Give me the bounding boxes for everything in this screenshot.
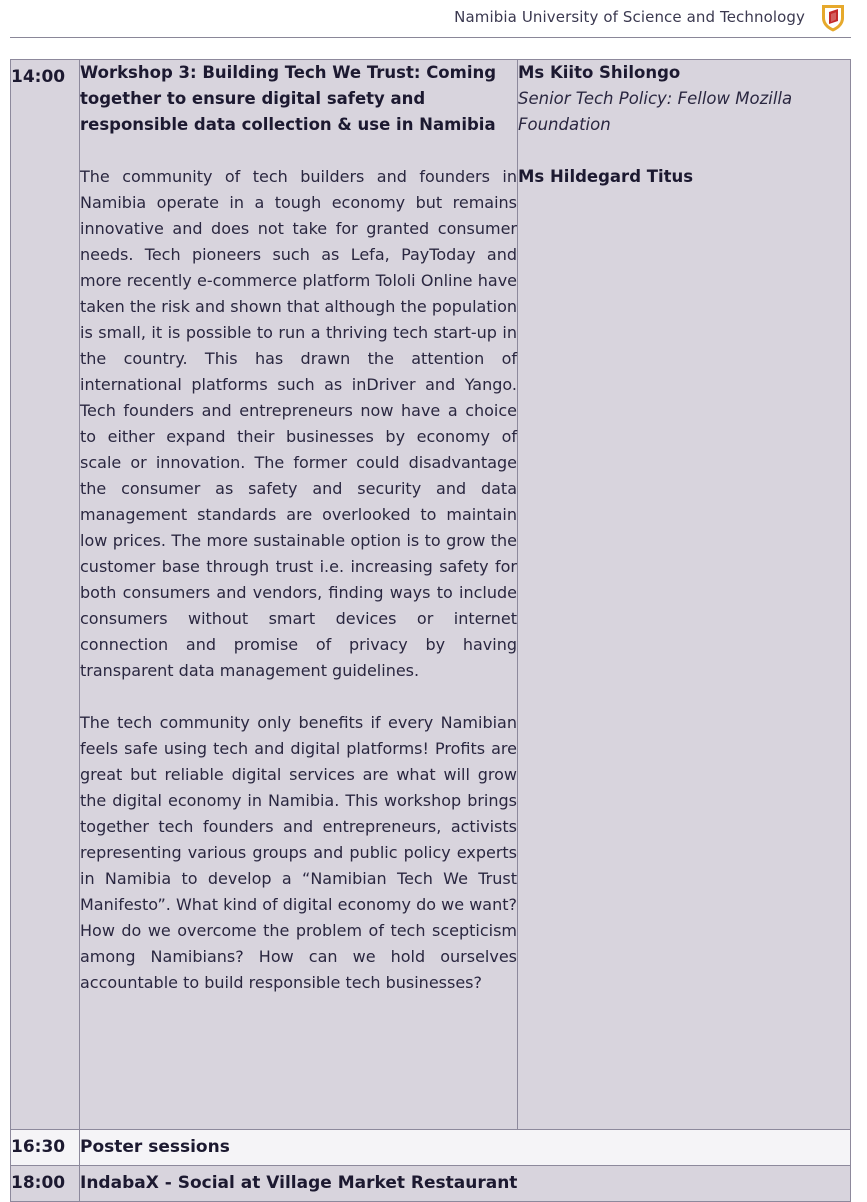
header-divider — [10, 37, 851, 38]
session-time: 14:00 — [11, 60, 80, 1130]
speaker — [518, 60, 850, 138]
session-description — [80, 60, 518, 1130]
table-row — [11, 1130, 851, 1166]
session-title: IndabaX - Social at Village Market Restaurant — [80, 1166, 851, 1202]
table-row — [11, 1166, 851, 1202]
session-title: Poster sessions — [80, 1130, 851, 1166]
description-paragraph: The community of tech builders and founders in Namibia operate in a tough economy but remains innovative and does not take for granted consumer needs. Tech pioneers such as Lefa, PayToday and more recently e-commerce platform Tololi Online have taken the risk and shown that although the population is small, it is possible to run a thriving tech start-up in the country. This has drawn the attention of international platforms such as inDriver and Yango. Tech founders and entrepreneurs now have a choice to either expand their businesses by economy of scale or innovation. The former could disadvantage the consumer as safety and security and data management standards are overlooked to maintain low prices. The more sustainable option is to grow the customer base through trust i.e. increasing safety for both consumers and vendors, finding ways to include consumers without smart devices or internet connection and promise of privacy by having transparent data management guidelines. — [80, 167, 517, 680]
table-row — [11, 60, 851, 1130]
speaker-name: Ms Hildegard Titus — [518, 167, 694, 186]
speaker — [518, 164, 850, 190]
speaker-role: Senior Tech Policy: Fellow Mozilla Foundation — [518, 89, 793, 134]
session-time: 16:30 — [11, 1130, 80, 1166]
nust-shield-logo-icon — [819, 3, 847, 33]
session-time: 18:00 — [11, 1166, 80, 1202]
speakers-cell — [518, 60, 851, 1130]
session-title: Workshop 3: Building Tech We Trust: Coming together to ensure digital safety and responsible data collection & use in Namibia — [80, 63, 497, 134]
speaker-name: Ms Kiito Shilongo — [518, 63, 681, 82]
description-paragraph: The tech community only benefits if every Namibian feels safe using tech and digital platforms! Profits are great but reliable digital services are what will grow the digital economy in Namibia. This workshop brings together tech founders and entrepreneurs, activists representing various groups and public policy experts in Namibia to develop a “Namibian Tech We Trust Manifesto”. What kind of digital economy do we want? How do we overcome the problem of tech scepticism among Namibians? How can we hold ourselves accountable to build responsible tech businesses? — [80, 713, 517, 992]
university-name: Namibia University of Science and Technology — [454, 8, 805, 26]
page-header — [0, 0, 867, 38]
schedule-table — [10, 59, 851, 1202]
